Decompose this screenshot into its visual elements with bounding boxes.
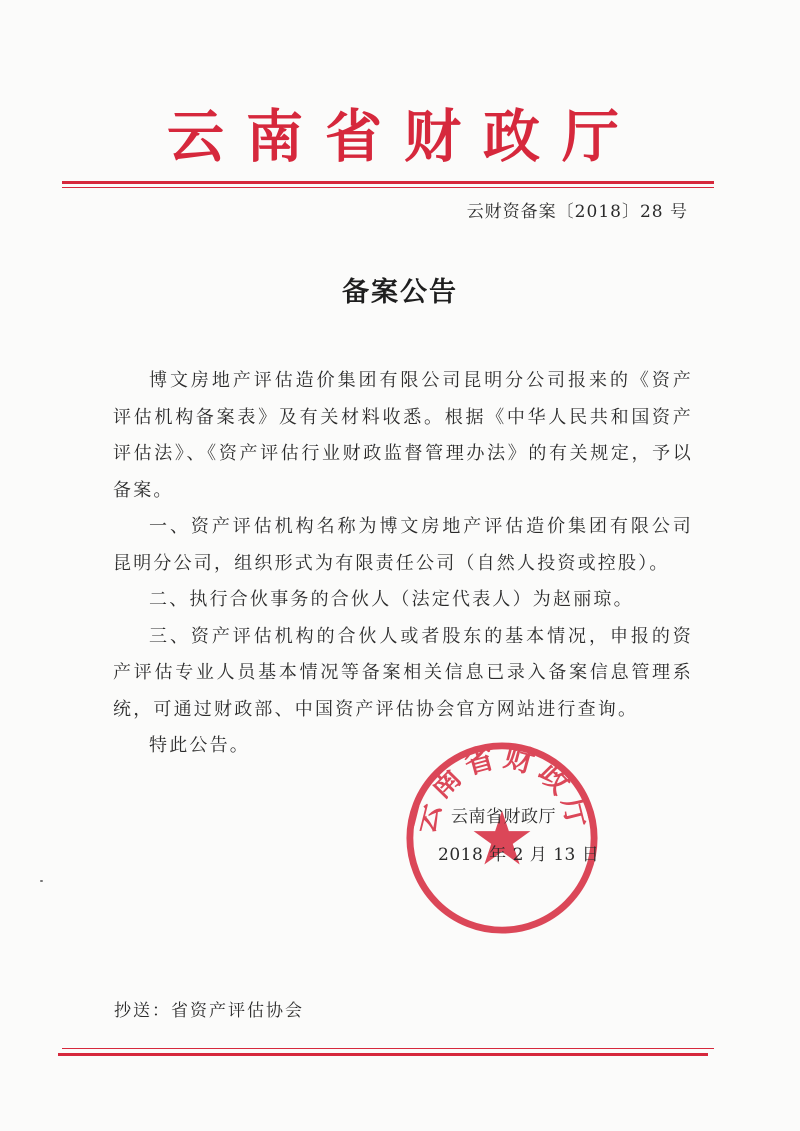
document-number: 云财资备案〔2018〕28 号 <box>466 202 688 222</box>
scan-speck <box>40 880 43 882</box>
issuer-signature: 云南省财政厅 <box>451 807 556 827</box>
document-title: 备案公告 <box>342 277 458 308</box>
footer-rule-thin <box>62 1048 714 1049</box>
paragraph: 特此公告。 <box>149 735 250 756</box>
cc-recipients: 抄送：省资产评估协会 <box>114 1001 304 1021</box>
paragraph: 三、资产评估机构的合伙人或者股东的基本情况，申报的资产评估专业人员基本情况等备案相关信息已录入备案信息管理系统，可通过财政部、中国资产评估协会官方网站进行查询。 <box>113 625 693 720</box>
issue-date: 2018 年 2 月 13 日 <box>438 845 600 865</box>
footer-rule-thick <box>58 1053 708 1056</box>
svg-text:云南省财政厅: 云南省财政厅 <box>405 740 599 837</box>
official-seal-icon <box>404 740 600 936</box>
letterhead-rule-thin <box>62 187 714 188</box>
paragraph: 博文房地产评估造价集团有限公司昆明分公司报来的《资产评估机构备案表》及有关材料收悉。根据《中华人民共和国资产评估法》、《资产评估行业财政监督管理办法》的有关规定，予以备案。 <box>113 370 693 501</box>
paragraph: 一、资产评估机构名称为博文房地产评估造价集团有限公司昆明分公司，组织形式为有限责任公司（自然人投资或控股）。 <box>113 516 693 574</box>
paragraph: 二、执行合伙事务的合伙人（法定代表人）为赵丽琼。 <box>149 589 634 610</box>
document-body <box>113 363 693 765</box>
letterhead-rule-thick <box>62 181 714 184</box>
letterhead-title: 云南省财政厅 <box>167 103 641 170</box>
